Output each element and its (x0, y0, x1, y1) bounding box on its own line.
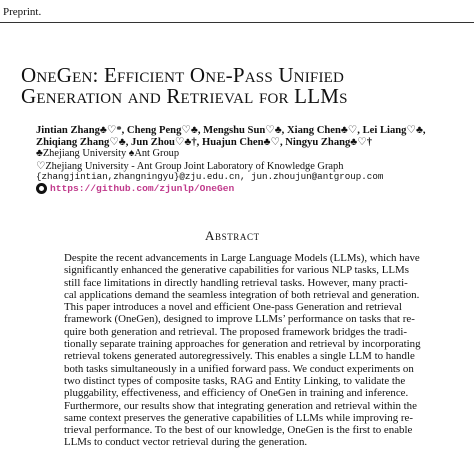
preprint-label: Preprint. (3, 6, 42, 18)
affiliation-line-1: ♣Zhejiang University ♠Ant Group (36, 148, 180, 159)
repo-link[interactable]: https://github.com/zjunlp/OneGen (50, 183, 235, 194)
paper-title-line-1: OneGen: Efficient One-Pass Unified (21, 63, 345, 87)
author-emails: {zhangjintian,zhangningyu}@zju.edu.cn, jun.zhoujun@antgroup.com (36, 171, 384, 182)
abstract-line: This paper introduces a novel and efficient One-pass Generation and retrieval (64, 301, 402, 314)
authors-line-1: Jintian Zhang♣♡*, Cheng Peng♡♣, Mengshu Sun♡♣, Xiang Chen♣♡, Lei Liang♡♣, (36, 125, 426, 136)
abstract-line: LLMs to conduct vector retrieval during the generation. (64, 436, 308, 449)
abstract-body (64, 252, 421, 449)
header-rule (0, 22, 474, 23)
abstract-line: pluggability, effectiveness, and efficiency of OneGen in training and inference. (64, 387, 409, 400)
abstract-line: retrieval tokens generated autoregressively. This enables a single LLM to handle (64, 350, 415, 363)
abstract-line: both tasks simultaneously in a unified forward pass. We conduct experiments on (64, 362, 414, 375)
abstract-line: framework (OneGen), designed to improve LLMs’ performance on tasks that re- (64, 313, 415, 326)
abstract-line: significantly enhanced the generative capabilities for various NLP tasks, LLMs (64, 264, 409, 277)
abstract-line: Furthermore, our results show that integrating generation and retrieval within the (64, 399, 417, 412)
abstract-line: quire both generation and retrieval. The proposed framework bridges the tradi- (64, 325, 408, 338)
repo-link-row (36, 183, 234, 194)
abstract-line: two distinct types of composite tasks, RAG and Entity Linking, to validate the (64, 374, 406, 387)
affiliation-line-2: ♡Zhejiang University - Ant Group Joint Laboratory of Knowledge Graph (36, 161, 344, 172)
github-icon (36, 183, 47, 194)
abstract-line: trieval performance. To the best of our knowledge, OneGen is the first to enable (64, 424, 413, 437)
abstract-heading: Abstract (205, 228, 260, 243)
authors-line-2: Zhiqiang Zhang♡♣, Jun Zhou♡♣†, Huajun Chen♣♡, Ningyu Zhang♣♡† (36, 137, 373, 148)
paper-title-line-2: Generation and Retrieval for LLMs (21, 84, 348, 108)
abstract-line: cal applications demand the seamless integration of both retrieval and generation. (64, 288, 420, 301)
abstract-line: Despite the recent advancements in Large Language Models (LLMs), which have (64, 252, 420, 264)
abstract-line: still face limitations in directly handling retrieval tasks. However, many practi- (64, 276, 408, 289)
abstract-line: same context preserves the generative capabilities of LLMs while improving re- (64, 411, 413, 424)
abstract-line: tionally separate training approaches for generation and retrieval by incorporating (64, 338, 421, 351)
